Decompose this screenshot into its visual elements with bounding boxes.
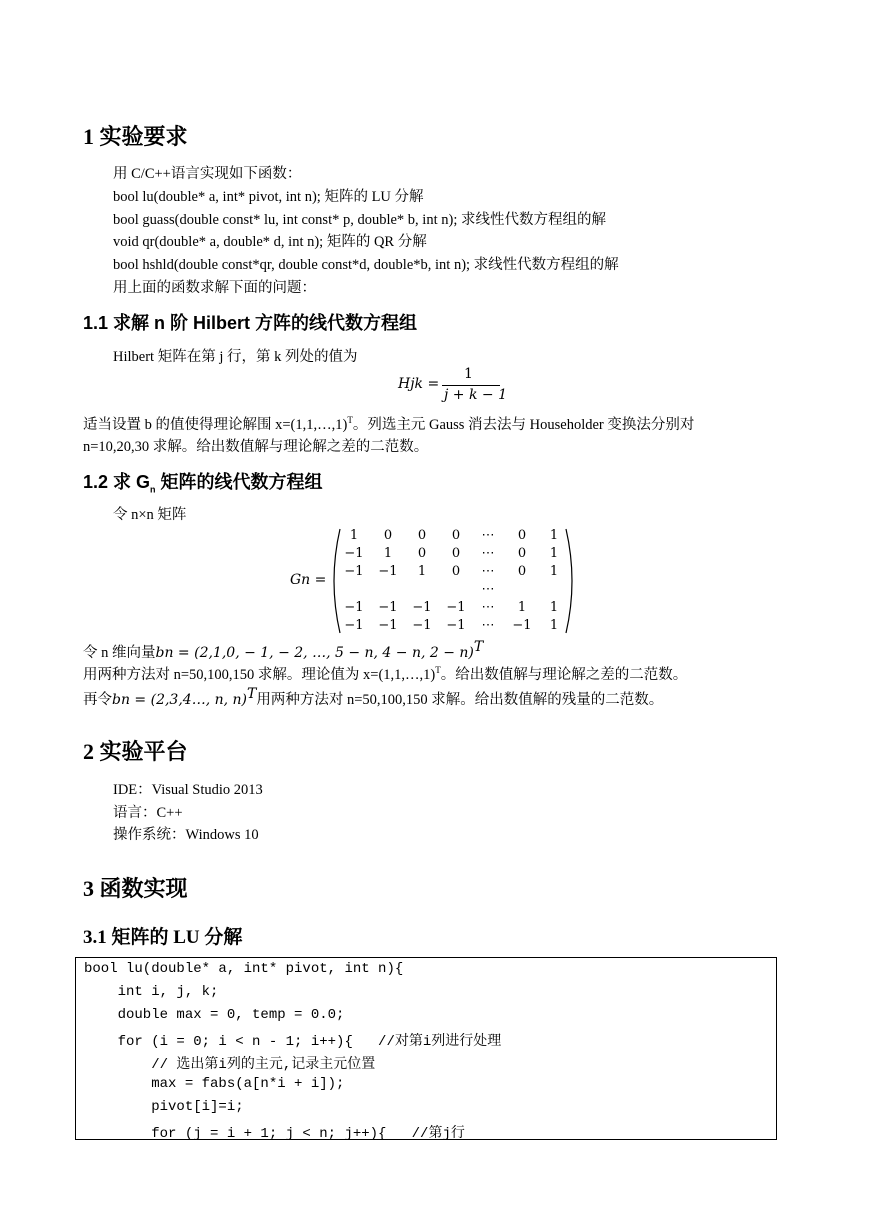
bn-def-2: [83, 686, 663, 709]
matrix-cell: −1: [446, 600, 466, 615]
matrix-cell: −1: [344, 600, 364, 615]
code-line-5: // 选出第i列的主元,记录主元位置: [84, 1057, 376, 1073]
title-part-b: 矩阵的线代数方程组: [155, 472, 323, 492]
solve-line-sup: T: [435, 665, 441, 676]
matrix-cell: 0: [417, 546, 427, 561]
bn2-math: bn = (2,3,4…, n, n): [112, 691, 247, 708]
solve-line-text-b: 。给出数值解与理论解之差的二范数。: [440, 667, 688, 683]
code-line-3: double max = 0, temp = 0.0;: [84, 1007, 345, 1023]
matrix-cell: 1: [417, 564, 427, 579]
fraction-bar: [442, 385, 500, 386]
code-line-7: pivot[i]=i;: [84, 1099, 244, 1115]
sec1-line-2: bool lu(double* a, int* pivot, int n); 矩阵的 LU 分解: [113, 189, 424, 205]
para-part-a: 适当设置 b 的值使得理论解围 x=(1,1,…,1): [83, 417, 348, 433]
matrix-cell: −1: [344, 546, 364, 561]
section-1-2-title: [83, 468, 323, 495]
matrix-cell: 1: [517, 600, 527, 615]
title-part-a: 1.2 求 G: [83, 472, 151, 492]
section-1-title: 1 实验要求: [83, 124, 188, 149]
title-sub: n: [150, 484, 156, 495]
matrix-cell: −1: [378, 564, 398, 579]
matrix-intro: 令 n×n 矩阵: [113, 507, 187, 523]
bn2-text: 再令: [83, 691, 112, 708]
code-line-1: bool lu(double* a, int* pivot, int n){: [84, 961, 404, 977]
hilbert-formula: [398, 366, 518, 406]
matrix-cell: 1: [383, 546, 393, 561]
matrix-cell: ⋯: [481, 600, 495, 615]
sec1-line-6: 用上面的函数求解下面的问题：: [113, 280, 316, 296]
bn2-sup: T: [247, 686, 257, 702]
matrix-cell: 0: [517, 564, 527, 579]
bn-def-sup: T: [473, 639, 484, 655]
section-2-title: 2 实验平台: [83, 739, 188, 764]
solve-line-text: 用两种方法对 n=50,100,150 求解。理论值为 x=(1,1,…,1): [83, 667, 436, 683]
matrix-cell: 0: [517, 528, 527, 543]
code-line-2: int i, j, k;: [84, 984, 219, 1000]
matrix-cell: 0: [517, 546, 527, 561]
matrix-cell: −1: [412, 600, 432, 615]
bn-def-1: [83, 639, 483, 662]
matrix-cell: 1: [549, 618, 559, 633]
matrix-cell: 0: [417, 528, 427, 543]
matrix-cell: 1: [349, 528, 359, 543]
matrix-cell: 1: [549, 546, 559, 561]
sec1-line-5: bool hshld(double const*qr, double const*d, double*b, int n); 求线性代数方程组的解: [113, 257, 619, 273]
bn-def-math: bn = (2,1,0, − 1, − 2, …, 5 − n, 4 − n, 2 − n): [155, 644, 474, 661]
matrix-cell: −1: [344, 564, 364, 579]
code-line-4: for (i = 0; i < n - 1; i++){ //对第i列进行处理: [84, 1034, 502, 1050]
para-sup: T: [347, 415, 353, 426]
formula-lhs: Hjk =: [398, 376, 440, 392]
code-line-6: max = fabs(a[n*i + i]);: [84, 1076, 345, 1092]
matrix-cell: ⋯: [481, 582, 495, 597]
matrix-cell: ⋯: [481, 546, 495, 561]
matrix-cell: 0: [383, 528, 393, 543]
section-1-1-title: 1.1 求解 n 阶 Hilbert 方阵的线代数方程组: [83, 313, 418, 333]
hilbert-para-2: n=10,20,30 求解。给出数值解与理论解之差的二范数。: [83, 439, 429, 455]
section-3-title: 3 函数实现: [83, 876, 188, 901]
matrix-cell: −1: [378, 618, 398, 633]
platform-ide: IDE：Visual Studio 2013: [113, 782, 263, 798]
matrix-cell: −1: [344, 618, 364, 633]
platform-os: 操作系统：Windows 10: [113, 827, 259, 843]
formula-denominator: j + k − 1: [444, 387, 507, 403]
matrix-cell: 1: [549, 600, 559, 615]
matrix-cell: −1: [378, 600, 398, 615]
code-block: [75, 957, 777, 1140]
solve-line-1: [83, 663, 687, 684]
matrix-cell: ⋯: [481, 618, 495, 633]
matrix-cell: 1: [549, 528, 559, 543]
bn2-text-b: 用两种方法对 n=50,100,150 求解。给出数值解的残量的二范数。: [256, 691, 664, 708]
matrix-cell: −1: [512, 618, 532, 633]
hilbert-para-1: [83, 413, 694, 434]
matrix-cell: 1: [549, 564, 559, 579]
matrix-lhs: Gn =: [290, 572, 327, 588]
matrix-cell: 0: [451, 546, 461, 561]
g-matrix: [290, 526, 580, 636]
matrix-cell: 0: [451, 564, 461, 579]
matrix-cell: ⋯: [481, 528, 495, 543]
sec1-line-4: void qr(double* a, double* d, int n); 矩阵的 QR 分解: [113, 234, 427, 250]
sec1-line-3: bool guass(double const* lu, int const* p, double* b, int n); 求线性代数方程组的解: [113, 212, 606, 228]
platform-lang: 语言：C++: [113, 805, 183, 821]
para-part-b: 。列选主元 Gauss 消去法与 Householder 变换法分别对: [352, 417, 695, 433]
matrix-cell: ⋯: [481, 564, 495, 579]
section-3-1-title: 3.1 矩阵的 LU 分解: [83, 927, 243, 948]
matrix-cell: −1: [446, 618, 466, 633]
matrix-cell: 0: [451, 528, 461, 543]
matrix-cell: −1: [412, 618, 432, 633]
matrix-parentheses: [290, 526, 580, 636]
sec1-line-1: 用 C/C++语言实现如下函数：: [113, 166, 302, 182]
formula-numerator: 1: [464, 366, 473, 382]
bn-def-text: 令 n 维向量: [83, 644, 156, 661]
code-line-8: for (j = i + 1; j < n; j++){ //第j行: [84, 1126, 465, 1142]
hilbert-intro: Hilbert 矩阵在第 j 行，第 k 列处的值为: [113, 349, 358, 365]
